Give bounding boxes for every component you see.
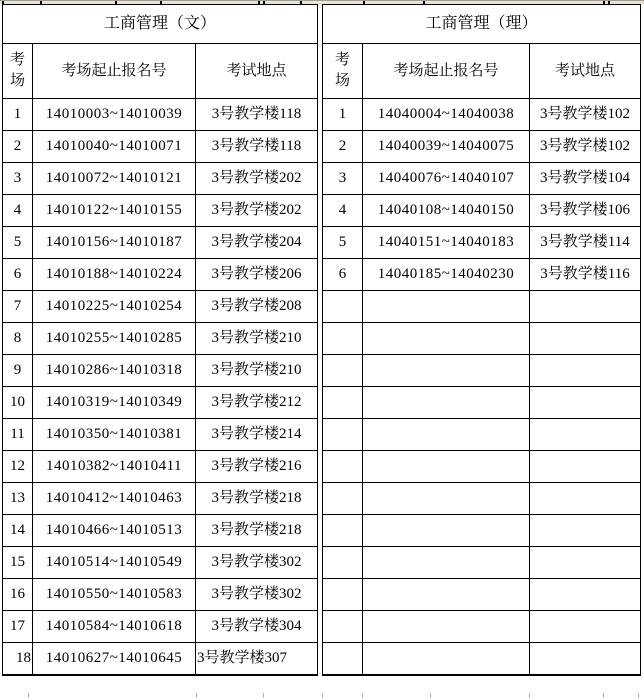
cell-empty[interactable] — [530, 483, 641, 515]
column-header-seat[interactable]: 考场 — [323, 44, 363, 99]
cell-range[interactable]: 14010255~14010285 — [33, 323, 196, 355]
cell-location[interactable]: 3号教学楼210 — [196, 323, 318, 355]
cell-empty[interactable] — [323, 579, 363, 611]
cell-range[interactable]: 14040076~14040107 — [363, 163, 530, 195]
cell-empty[interactable] — [530, 579, 641, 611]
cell-empty[interactable] — [323, 611, 363, 643]
table-row-empty — [323, 515, 641, 547]
cell-location[interactable]: 3号教学楼218 — [196, 515, 318, 547]
table-row-empty — [323, 643, 641, 676]
cell-seat[interactable]: 15 — [3, 547, 33, 579]
table-row — [3, 643, 318, 676]
cell-empty[interactable] — [363, 547, 530, 579]
cell-range[interactable]: 14040151~14040183 — [363, 227, 530, 259]
cell-range[interactable]: 14010382~14010411 — [33, 451, 196, 483]
column-header-location[interactable]: 考试地点 — [530, 44, 641, 99]
exam-table-li — [322, 4, 641, 676]
grid-stub — [28, 693, 29, 698]
cell-seat[interactable]: 5 — [323, 227, 363, 259]
cell-empty[interactable] — [363, 515, 530, 547]
cell-empty[interactable] — [323, 547, 363, 579]
cell-location[interactable]: 3号教学楼216 — [196, 451, 318, 483]
cell-empty[interactable] — [323, 355, 363, 387]
cell-location[interactable]: 3号教学楼102 — [530, 131, 641, 163]
cell-seat[interactable]: 6 — [3, 259, 33, 291]
cell-empty[interactable] — [323, 291, 363, 323]
cell-location[interactable]: 3号教学楼210 — [196, 355, 318, 387]
grid-stub — [362, 693, 363, 698]
cell-location[interactable]: 3号教学楼218 — [196, 483, 318, 515]
cell-empty[interactable] — [363, 387, 530, 419]
cell-range[interactable]: 14010550~14010583 — [33, 579, 196, 611]
cell-seat[interactable]: 5 — [3, 227, 33, 259]
table-row — [323, 195, 641, 227]
cell-empty[interactable] — [323, 643, 363, 676]
cell-seat[interactable]: 14 — [3, 515, 33, 547]
cell-empty[interactable] — [363, 323, 530, 355]
column-header-range[interactable]: 考场起止报名号 — [33, 44, 196, 99]
cell-seat[interactable]: 12 — [3, 451, 33, 483]
cell-location[interactable]: 3号教学楼118 — [196, 131, 318, 163]
table-row-empty — [323, 355, 641, 387]
cell-empty[interactable] — [530, 451, 641, 483]
cell-range[interactable]: 14010003~14010039 — [33, 99, 196, 131]
table-row — [3, 195, 318, 227]
table-row — [323, 227, 641, 259]
cell-empty[interactable] — [530, 323, 641, 355]
cell-empty[interactable] — [323, 451, 363, 483]
table-row-empty — [323, 323, 641, 355]
cell-seat[interactable]: 4 — [323, 195, 363, 227]
grid-stub — [322, 693, 323, 698]
cell-location[interactable]: 3号教学楼202 — [196, 163, 318, 195]
table-row-empty — [323, 419, 641, 451]
table-row-empty — [323, 611, 641, 643]
cell-seat[interactable]: 4 — [3, 195, 33, 227]
cell-seat[interactable]: 17 — [3, 611, 33, 643]
cell-empty[interactable] — [363, 611, 530, 643]
column-header-location[interactable]: 考试地点 — [196, 44, 318, 99]
cell-empty[interactable] — [363, 451, 530, 483]
table-row — [323, 259, 641, 291]
table-row-empty — [323, 579, 641, 611]
cell-empty[interactable] — [323, 515, 363, 547]
cell-empty[interactable] — [363, 643, 530, 676]
cell-range[interactable]: 14010412~14010463 — [33, 483, 196, 515]
cell-range[interactable]: 14010350~14010381 — [33, 419, 196, 451]
column-header-range[interactable]: 考场起止报名号 — [363, 44, 530, 99]
cell-seat[interactable]: 1 — [3, 99, 33, 131]
cell-empty[interactable] — [323, 387, 363, 419]
cell-empty[interactable] — [530, 387, 641, 419]
cell-range[interactable]: 14010225~14010254 — [33, 291, 196, 323]
cell-location[interactable]: 3号教学楼302 — [196, 547, 318, 579]
cell-location[interactable]: 3号教学楼102 — [530, 99, 641, 131]
cell-seat[interactable]: 10 — [3, 387, 33, 419]
cell-seat[interactable]: 18 — [3, 643, 33, 676]
table-row — [3, 259, 318, 291]
cell-seat[interactable]: 6 — [323, 259, 363, 291]
cell-empty[interactable] — [530, 547, 641, 579]
cell-location[interactable]: 3号教学楼104 — [530, 163, 641, 195]
table-row-empty — [323, 547, 641, 579]
cell-empty[interactable] — [530, 611, 641, 643]
cell-location[interactable]: 3号教学楼212 — [196, 387, 318, 419]
cell-range[interactable]: 14040039~14040075 — [363, 131, 530, 163]
cell-range[interactable]: 14010040~14010071 — [33, 131, 196, 163]
cell-empty[interactable] — [530, 355, 641, 387]
table-row — [3, 611, 318, 643]
cell-empty[interactable] — [530, 515, 641, 547]
cell-seat[interactable]: 16 — [3, 579, 33, 611]
cell-empty[interactable] — [363, 355, 530, 387]
cell-range[interactable]: 14010627~14010645 — [33, 643, 196, 676]
table-row — [3, 387, 318, 419]
table-row — [3, 163, 318, 195]
table-row — [3, 515, 318, 547]
cell-location[interactable]: 3号教学楼202 — [196, 195, 318, 227]
exam-table-wen — [2, 4, 318, 676]
cell-range[interactable]: 14040004~14040038 — [363, 99, 530, 131]
table-row — [3, 291, 318, 323]
cell-empty[interactable] — [363, 483, 530, 515]
table-row — [3, 579, 318, 611]
cell-seat[interactable]: 13 — [3, 483, 33, 515]
column-header-seat[interactable]: 考场 — [3, 44, 33, 99]
cell-seat[interactable]: 2 — [3, 131, 33, 163]
cell-location[interactable]: 3号教学楼304 — [196, 611, 318, 643]
table-title[interactable]: 工商管理（文） — [3, 5, 318, 44]
cell-empty[interactable] — [363, 291, 530, 323]
cell-location[interactable]: 3号教学楼106 — [530, 195, 641, 227]
cell-range[interactable]: 14010072~14010121 — [33, 163, 196, 195]
cell-range[interactable]: 14010156~14010187 — [33, 227, 196, 259]
cell-empty[interactable] — [530, 643, 641, 676]
cell-location[interactable]: 3号教学楼214 — [196, 419, 318, 451]
table-row-empty — [323, 387, 641, 419]
cell-seat[interactable]: 9 — [3, 355, 33, 387]
grid-stub — [529, 693, 530, 698]
cell-seat[interactable]: 3 — [3, 163, 33, 195]
cell-range[interactable]: 14040185~14040230 — [363, 259, 530, 291]
table-row-empty — [323, 483, 641, 515]
cell-location[interactable]: 3号教学楼302 — [196, 579, 318, 611]
table-row — [3, 419, 318, 451]
table-row — [3, 99, 318, 131]
cell-range[interactable]: 14010122~14010155 — [33, 195, 196, 227]
table-row — [3, 547, 318, 579]
table-row — [3, 131, 318, 163]
cell-range[interactable]: 14010319~14010349 — [33, 387, 196, 419]
grid-stub — [638, 693, 639, 698]
table-row — [323, 99, 641, 131]
grid-stub — [603, 693, 604, 698]
cell-range[interactable]: 14010584~14010618 — [33, 611, 196, 643]
cell-empty[interactable] — [323, 323, 363, 355]
table-row — [3, 451, 318, 483]
table-row — [323, 163, 641, 195]
cell-seat[interactable]: 3 — [323, 163, 363, 195]
cell-location[interactable]: 3号教学楼118 — [196, 99, 318, 131]
table-title[interactable]: 工商管理（理） — [323, 5, 641, 44]
cell-empty[interactable] — [530, 419, 641, 451]
cell-empty[interactable] — [363, 419, 530, 451]
cell-seat[interactable]: 11 — [3, 419, 33, 451]
cell-location[interactable]: 3号教学楼204 — [196, 227, 318, 259]
cell-location[interactable]: 3号教学楼307 — [196, 643, 318, 676]
table-row — [3, 483, 318, 515]
cell-seat[interactable]: 8 — [3, 323, 33, 355]
table-row — [3, 323, 318, 355]
table-row-empty — [323, 291, 641, 323]
cell-location[interactable]: 3号教学楼116 — [530, 259, 641, 291]
grid-stub — [263, 693, 264, 698]
table-row — [3, 355, 318, 387]
cell-range[interactable]: 14010514~14010549 — [33, 547, 196, 579]
cell-seat[interactable]: 2 — [323, 131, 363, 163]
cell-range[interactable]: 14010188~14010224 — [33, 259, 196, 291]
cell-location[interactable]: 3号教学楼114 — [530, 227, 641, 259]
cell-empty[interactable] — [323, 483, 363, 515]
cell-empty[interactable] — [363, 579, 530, 611]
table-row — [323, 131, 641, 163]
table-row — [3, 227, 318, 259]
cell-seat[interactable]: 1 — [323, 99, 363, 131]
cell-location[interactable]: 3号教学楼208 — [196, 291, 318, 323]
grid-stub — [430, 693, 431, 698]
cell-range[interactable]: 14040108~14040150 — [363, 195, 530, 227]
cell-empty[interactable] — [530, 291, 641, 323]
table-row-empty — [323, 451, 641, 483]
grid-stub — [196, 693, 197, 698]
cell-range[interactable]: 14010286~14010318 — [33, 355, 196, 387]
cell-empty[interactable] — [323, 419, 363, 451]
cell-location[interactable]: 3号教学楼206 — [196, 259, 318, 291]
cell-range[interactable]: 14010466~14010513 — [33, 515, 196, 547]
gridline-stubs-below — [0, 693, 644, 698]
cell-seat[interactable]: 7 — [3, 291, 33, 323]
